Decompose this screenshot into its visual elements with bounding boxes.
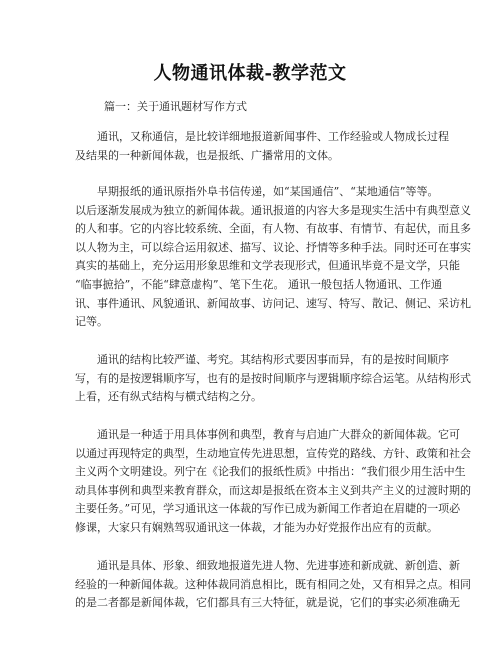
paragraph (75, 557, 471, 613)
section-heading: 篇一：关于通讯题材写作方式 (104, 100, 247, 113)
paragraph-line: 主要任务。”可见，学习通讯这一体裁的写作已成为新闻工作者迫在眉睫的一项必 (75, 502, 461, 516)
paragraph-line: 以通过再现特定的典型，生动地宣传先进思想，宣传党的路线、方针、政策和社会 (75, 446, 471, 460)
paragraph-line: 的是二者都是新闻体裁，它们都具有三大特征，就是说，它们的事实必须准确无 (75, 596, 460, 610)
paragraph-line: “临事摭拾”，不能“肆意虚构”、笔下生花。 通讯一般包括人物通讯、工作通 (75, 277, 442, 291)
paragraph-line: 经验的一种新闻体裁。这种体裁同消息相比，既有相同之处，又有相异之点。相同 (75, 577, 471, 591)
paragraph-line: 主义两个文明建设。列宁在《论我们的报纸性质》中指出：“我们很少用生活中生 (75, 465, 466, 479)
paragraph-line: 讯、事件通讯、风貌通讯、新闻故事、访问记、速写、特写、散记、侧记、采访札 (75, 296, 471, 310)
paragraph-line: 通讯是具体、形象、细致地报道先进人物、先进事迹和新成就、新创造、新 (97, 559, 460, 572)
paragraph-line: 上看，还有纵式结构与横式结构之分。 (75, 390, 262, 404)
paragraph-line: 真实的基础上，充分运用形象思维和文学表现形式，但通讯毕竟不是文学，只能 (75, 259, 460, 273)
paragraph-line: 早期报纸的通讯原指外阜书信传递，如“某国通信”、“某地通信”等等。 (97, 185, 439, 198)
paragraph-line: 通讯，又称通信，是比较详细地报道新闻事件、工作经验或人物成长过程 (97, 130, 449, 143)
paragraph-line: 写，有的是按逻辑顺序写，也有的是按时间顺序与逻辑顺序综合运笔。从结构形式 (75, 371, 471, 385)
paragraph (75, 426, 471, 538)
paragraph-line: 的人和事。它的内容比较系统、全面，有人物、有故事、有情节、有起伏，而且多 (75, 222, 471, 236)
paragraph-line: 修课，大家只有娴熟驾驭通讯这一体裁，才能为办好党报作出应有的贡献。 (75, 520, 438, 534)
paragraph (75, 128, 449, 165)
paragraph-line: 动具体事例和典型来教育群众，而这却是报纸在资本主义到共产主义的过渡时期的 (75, 483, 471, 497)
paragraph (75, 351, 471, 407)
paragraph-line: 以后逐渐发展成为独立的新闻体裁。通讯报道的内容大多是现实生活中有典型意义 (75, 203, 471, 217)
paragraph-line: 记等。 (75, 315, 108, 329)
paragraph-line: 通讯的结构比较严谨、考究。其结构形式要因事而异，有的是按时间顺序 (97, 353, 449, 366)
paragraph-line: 通讯是一种适于用具体事例和典型，教育与启迪广大群众的新闻体裁。它可 (97, 428, 460, 441)
paragraph (75, 183, 471, 332)
paragraph-line: 以人物为主，可以综合运用叙述、描写、议论、抒情等多种手法。同时还可在事实 (75, 240, 471, 254)
paragraph-line: 及结果的一种新闻体裁，也是报纸、广播常用的文体。 (75, 148, 339, 162)
document-title: 人物通讯体裁-教学范文 (153, 63, 347, 84)
